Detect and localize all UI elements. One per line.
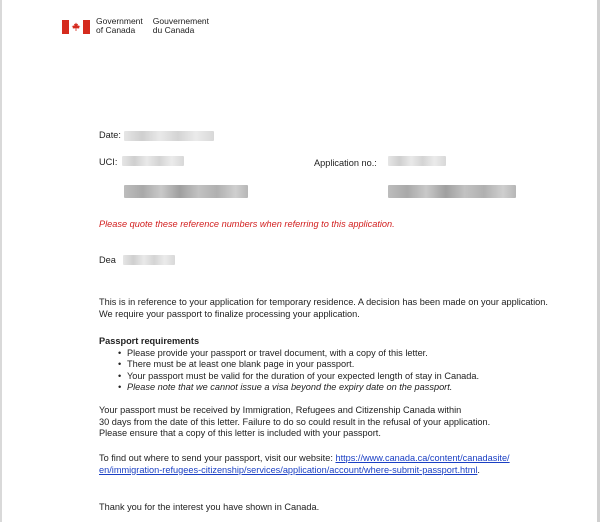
canada-flag-icon [62,20,90,34]
gov-fr-line1: Gouvernement [152,16,210,26]
gov-en-line2: of Canada [96,25,136,35]
wordmark-french [153,17,209,35]
closing-line: Thank you for the interest you have shown in Canada. [99,502,320,512]
list-item: • Your passport must be valid for the duration of your expected length of stay in Canada. [127,371,549,383]
wordmark-english [96,17,143,35]
date-redacted [124,131,214,141]
date-label: Date: [99,130,121,140]
list-item: • Please note that we cannot issue a visa beyond the expiry date on the passport. [127,382,549,394]
passport-requirements [99,336,549,394]
requirements-list [99,348,549,394]
intro-text: This is in reference to your application for temporary residence. A decision has been made on your application. We require your passport to finalize processing your application. [99,297,548,319]
website-suffix: . [477,464,480,475]
maple-leaf-icon [71,22,81,32]
page-edge-left [0,0,2,522]
website-paragraph [99,453,549,476]
application-barcode-redacted [388,185,516,198]
intro-paragraph [99,297,549,320]
list-item: • There must be at least one blank page in your passport. [127,359,549,371]
requirements-title: Passport requirements [99,336,200,346]
website-prefix: To find out where to send your passport, visit our website: [99,453,336,463]
gov-fr-line2: du Canada [152,25,195,35]
deadline-paragraph [99,405,549,440]
application-no-label: Application no.: [314,158,377,168]
where-submit-passport-link-continued[interactable]: en/immigration-refugees-citizenship/services/application/account/where-submit-passport.html [99,464,478,475]
where-submit-passport-link[interactable]: https://www.canada.ca/content/canadasite/ [335,453,510,463]
reference-notice: Please quote these reference numbers when referring to this application. [99,219,395,229]
application-no-redacted [388,156,446,166]
uci-label: UCI: [99,157,118,167]
deadline-line-2: 30 days from the date of this letter. Failure to do so could result in the refusal of your application. [99,416,491,427]
uci-redacted [122,156,184,166]
government-wordmark [62,17,209,35]
gov-en-line1: Government [96,16,143,26]
list-item: • Please provide your passport or travel document, with a copy of this letter. [127,348,549,360]
salutation: Dea [99,255,116,265]
deadline-line-3: Please ensure that a copy of this letter is included with your passport. [99,428,381,439]
uci-barcode-redacted [124,185,248,198]
recipient-name-redacted [123,255,175,265]
deadline-line-1: Your passport must be received by Immigration, Refugees and Citizenship Canada within [99,405,462,415]
